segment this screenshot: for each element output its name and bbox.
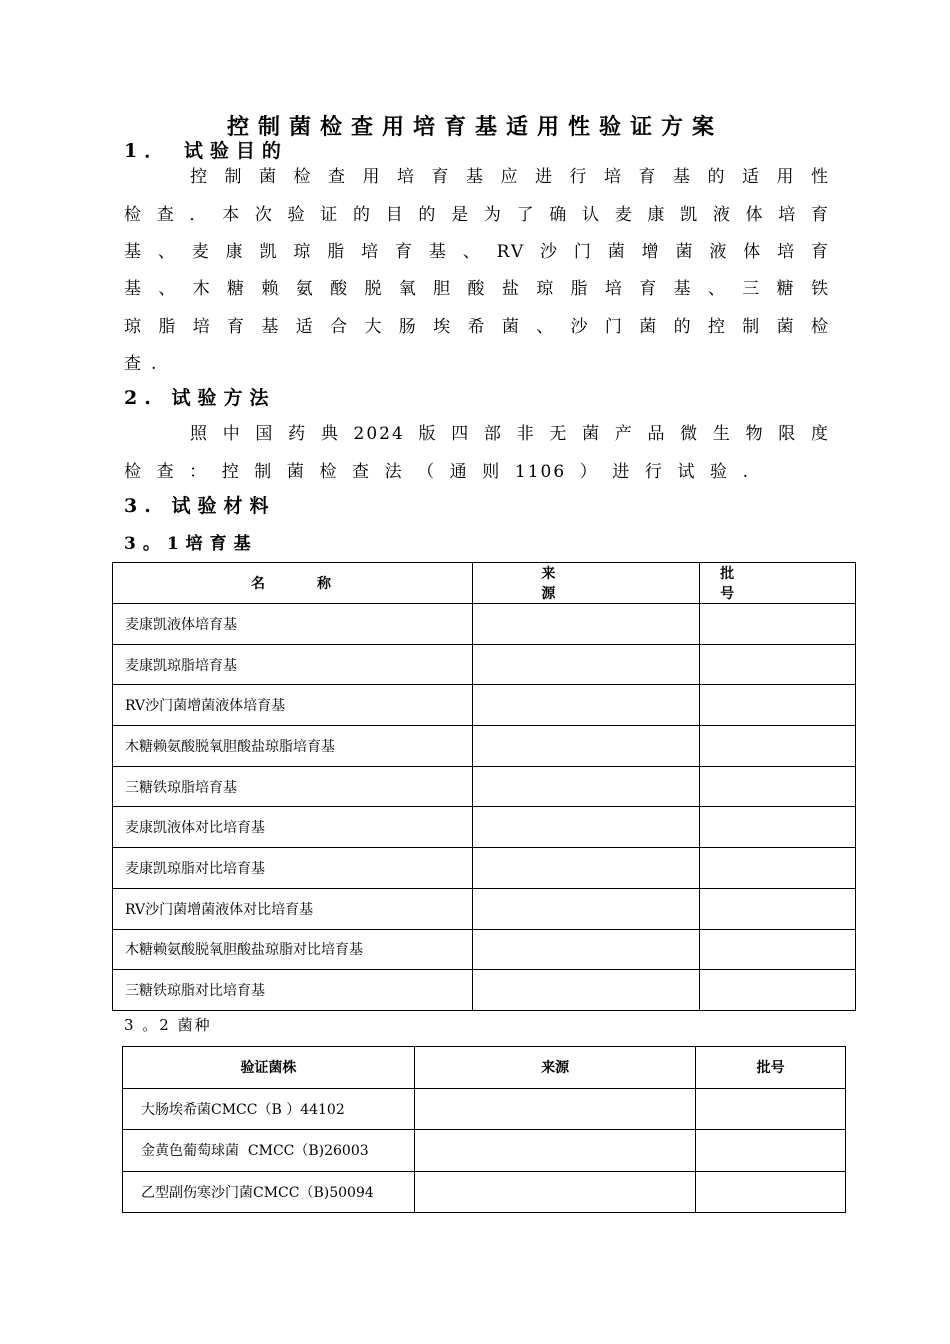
- header-name: 名称: [113, 563, 473, 604]
- subsection-3-2-heading: 3 。2 菌种: [124, 1016, 212, 1034]
- batch-cell: [696, 1171, 846, 1213]
- media-table: [112, 562, 856, 1011]
- table-row: [113, 848, 856, 889]
- table-row: [113, 766, 856, 807]
- table-row: [113, 644, 856, 685]
- media-name-cell: RV沙门菌增菌液体培育基: [113, 685, 473, 726]
- source-cell: [473, 807, 700, 848]
- section-1-line: 控制菌检查用培育基应进行培育基的适用性: [190, 167, 830, 187]
- section-2-heading: 2. 试验方法: [124, 387, 276, 409]
- batch-cell: [696, 1088, 846, 1130]
- table-row: [113, 604, 856, 645]
- header-source: 来源: [473, 563, 700, 604]
- batch-cell: [700, 848, 856, 889]
- section-3-heading: 3. 试验材料: [124, 495, 276, 517]
- table-row: [113, 807, 856, 848]
- strain-name-cell: 乙型副伤寒沙门菌CMCC（B)50094: [123, 1171, 415, 1213]
- source-cell: [473, 726, 700, 767]
- table-row: [113, 970, 856, 1011]
- source-cell: [473, 766, 700, 807]
- source-cell: [473, 848, 700, 889]
- source-cell: [473, 644, 700, 685]
- batch-cell: [696, 1130, 846, 1172]
- media-name-cell: 麦康凯琼脂对比培育基: [113, 848, 473, 889]
- media-name-cell: 麦康凯琼脂培育基: [113, 644, 473, 685]
- page-title: 控制菌检查用培育基适用性验证方案: [226, 114, 723, 140]
- media-name-cell: 麦康凯液体培育基: [113, 604, 473, 645]
- batch-cell: [700, 970, 856, 1011]
- strain-table: [122, 1046, 846, 1213]
- strain-name-cell: 金黄色葡萄球菌 CMCC（B)26003: [123, 1130, 415, 1172]
- batch-cell: [700, 766, 856, 807]
- section-1-line: 查.: [124, 354, 167, 374]
- media-name-cell: RV沙门菌增菌液体对比培育基: [113, 888, 473, 929]
- section-2-line: 检查：控制菌检查法（通则1106）进行试验.: [124, 462, 750, 482]
- batch-cell: [700, 807, 856, 848]
- table-row: [113, 929, 856, 970]
- source-cell: [473, 604, 700, 645]
- media-name-cell: 三糖铁琼脂对比培育基: [113, 970, 473, 1011]
- media-name-cell: 木糖赖氨酸脱氧胆酸盐琼脂培育基: [113, 726, 473, 767]
- batch-cell: [700, 604, 856, 645]
- batch-cell: [700, 726, 856, 767]
- source-cell: [414, 1171, 695, 1213]
- strain-name-cell: 大肠埃希菌CMCC（B ）44102: [123, 1088, 415, 1130]
- section-1-heading: 1． 试验目的: [124, 140, 288, 162]
- media-name-cell: 三糖铁琼脂培育基: [113, 766, 473, 807]
- header-batch: 批号: [700, 563, 856, 604]
- header-source: 来源: [414, 1047, 695, 1089]
- batch-cell: [700, 644, 856, 685]
- source-cell: [473, 929, 700, 970]
- table-row: [113, 685, 856, 726]
- media-name-cell: 木糖赖氨酸脱氧胆酸盐琼脂对比培育基: [113, 929, 473, 970]
- source-cell: [473, 970, 700, 1011]
- source-cell: [414, 1088, 695, 1130]
- header-strain: 验证菌株: [123, 1047, 415, 1089]
- source-cell: [473, 685, 700, 726]
- table-row: [113, 888, 856, 929]
- section-2-line: 照中国药典2024版四部非无菌产品微生物限度: [190, 424, 830, 444]
- table-row: [123, 1130, 846, 1172]
- batch-cell: [700, 685, 856, 726]
- table-header-row: [113, 563, 856, 604]
- table-row: [123, 1171, 846, 1213]
- section-1-line: 检查．本次验证的目的是为了确认麦康凯液体培育: [124, 205, 830, 225]
- source-cell: [473, 888, 700, 929]
- table-row: [113, 726, 856, 767]
- section-1-line: 基、麦康凯琼脂培育基、RV沙门菌增菌液体培育: [124, 242, 830, 262]
- table-header-row: [123, 1047, 846, 1089]
- header-batch: 批号: [696, 1047, 846, 1089]
- table-row: [123, 1088, 846, 1130]
- section-1-line: 琼脂培育基适合大肠埃希菌、沙门菌的控制菌检: [124, 317, 830, 337]
- subsection-3-1-heading: 3。1培育基: [124, 534, 258, 554]
- media-name-cell: 麦康凯液体对比培育基: [113, 807, 473, 848]
- batch-cell: [700, 929, 856, 970]
- batch-cell: [700, 888, 856, 929]
- section-1-line: 基、木糖赖氨酸脱氧胆酸盐琼脂培育基、三糖铁: [124, 279, 830, 299]
- source-cell: [414, 1130, 695, 1172]
